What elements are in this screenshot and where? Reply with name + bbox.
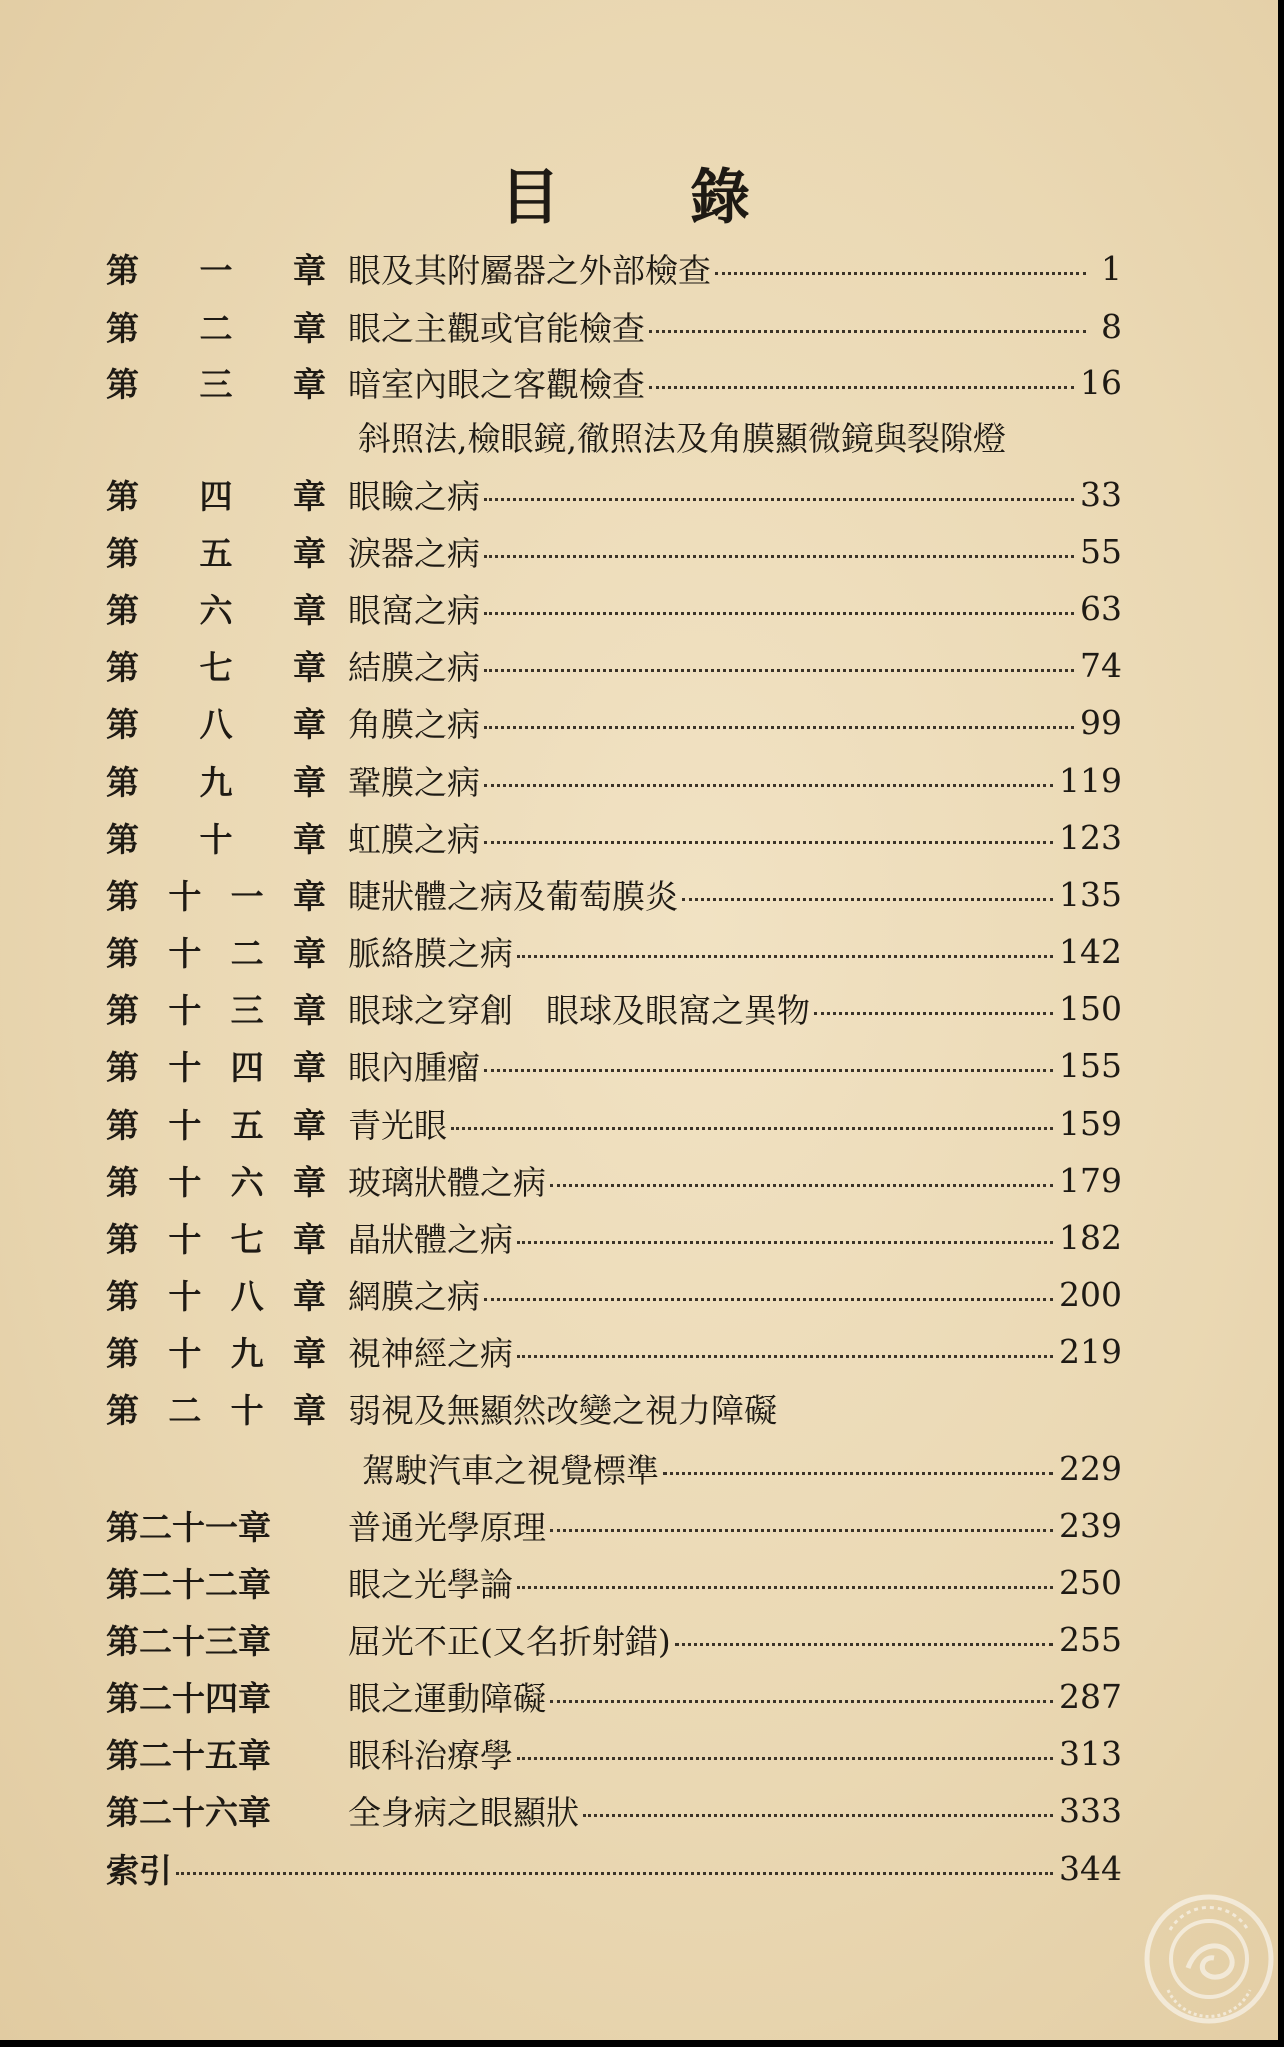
entry-title: 暗室內眼之客觀檢查 <box>348 364 645 404</box>
entry-title: 玻璃狀體之病 <box>348 1162 546 1202</box>
chapter-label <box>106 1730 326 1777</box>
chapter-char: 第 <box>106 762 139 802</box>
entry-page: 55 <box>1080 531 1122 571</box>
chapter-label <box>106 757 326 804</box>
entry-title: 全身病之眼顯狀 <box>348 1792 579 1832</box>
entry-title: 視神經之病 <box>348 1333 513 1373</box>
entry-title: 駕駛汽車之視覺標準 <box>362 1450 659 1490</box>
chapter-char: 八 <box>199 704 233 744</box>
chapter-char: 章 <box>292 876 326 916</box>
entry-title: 眼瞼之病 <box>348 476 480 516</box>
entry-title: 網膜之病 <box>348 1276 480 1316</box>
entry-page: 182 <box>1059 1217 1122 1257</box>
entry-title: 眼之運動障礙 <box>348 1678 546 1718</box>
chapter-char: 十 <box>168 876 202 916</box>
entry-title: 眼科治療學 <box>348 1735 513 1775</box>
chapter-label <box>106 1385 326 1432</box>
dot-leader <box>484 1069 1053 1072</box>
chapter-char: 十 <box>168 1333 202 1373</box>
dot-leader <box>663 1472 1053 1475</box>
chapter-char: 章 <box>293 250 326 290</box>
chapter-char: 八 <box>230 1276 264 1316</box>
chapter-char: 第 <box>106 308 139 348</box>
entry-page: 159 <box>1059 1103 1122 1143</box>
entry-title: 普通光學原理 <box>348 1507 546 1547</box>
dot-leader <box>550 1700 1053 1703</box>
entry-page: 119 <box>1059 760 1122 800</box>
chapter-label <box>106 1100 326 1147</box>
chapter-char: 十 <box>168 1105 202 1145</box>
chapter-char: 第 <box>106 990 139 1030</box>
entry-title: 虹膜之病 <box>348 819 480 859</box>
chapter-20-subentry <box>362 1444 1122 1492</box>
entry-page: 63 <box>1080 588 1122 628</box>
entry-page: 123 <box>1059 817 1122 857</box>
dot-leader <box>814 1012 1053 1015</box>
toc-entry <box>106 1384 1122 1432</box>
toc-entry <box>106 756 1122 804</box>
chapter-char: 章 <box>292 1333 326 1373</box>
toc-entry <box>106 302 1122 350</box>
dot-leader <box>649 386 1074 389</box>
chapter-char: 三 <box>230 990 264 1030</box>
chapter-char: 二 <box>199 308 233 348</box>
dot-leader <box>484 841 1053 844</box>
toc-entry <box>106 813 1122 861</box>
chapter-char: 第二十二章 <box>106 1564 271 1604</box>
chapter-char: 第 <box>106 876 139 916</box>
entry-page: 255 <box>1059 1619 1122 1659</box>
chapter-char: 十 <box>168 1047 202 1087</box>
chapter-char: 索引 <box>106 1850 172 1890</box>
chapter-label <box>106 1157 326 1204</box>
entry-title: 結膜之病 <box>348 647 480 687</box>
toc-entry <box>106 1213 1122 1261</box>
chapter-char: 章 <box>293 762 326 802</box>
chapter-char: 章 <box>293 590 326 630</box>
chapter-label <box>106 928 326 975</box>
chapter-char: 第二十六章 <box>106 1792 271 1832</box>
chapter-label <box>106 359 326 406</box>
chapter-label <box>106 471 326 518</box>
chapter-char: 第 <box>106 704 139 744</box>
chapter-label <box>106 1673 326 1720</box>
chapter-label <box>106 871 326 918</box>
entry-page: 142 <box>1059 931 1122 971</box>
chapter-char: 四 <box>230 1047 264 1087</box>
chapter-label <box>106 585 326 632</box>
dot-leader <box>517 1241 1053 1244</box>
chapter-char: 章 <box>293 364 326 404</box>
chapter-char: 章 <box>293 819 326 859</box>
entry-page: 155 <box>1059 1045 1122 1085</box>
chapter-char: 十 <box>168 1276 202 1316</box>
toc-entry <box>106 1615 1122 1663</box>
chapter-char: 章 <box>292 1390 326 1430</box>
toc-entry <box>106 1501 1122 1549</box>
entry-page: 313 <box>1059 1733 1122 1773</box>
chapter-char: 第 <box>106 1333 139 1373</box>
chapter-char: 第 <box>106 647 139 687</box>
title-char-1: 目 <box>500 163 560 233</box>
chapter-char: 第 <box>106 533 139 573</box>
chapter-char: 章 <box>292 1162 326 1202</box>
chapter-char: 第 <box>106 819 139 859</box>
chapter-char: 第 <box>106 1219 139 1259</box>
chapter-char: 章 <box>292 1276 326 1316</box>
chapter-char: 七 <box>199 647 233 687</box>
dot-leader <box>675 1643 1053 1646</box>
chapter-char: 第 <box>106 364 139 404</box>
dot-leader <box>451 1127 1053 1130</box>
chapter-char: 第 <box>106 1390 139 1430</box>
chapter-label <box>106 1042 326 1089</box>
entry-title: 睫狀體之病及葡萄膜炎 <box>348 876 678 916</box>
dot-leader <box>484 726 1074 729</box>
chapter-char: 十 <box>168 1219 202 1259</box>
entry-title: 青光眼 <box>348 1105 447 1145</box>
chapter-char: 三 <box>199 364 233 404</box>
toc-entry <box>106 527 1122 575</box>
chapter-char: 第 <box>106 476 139 516</box>
toc-entry <box>106 1327 1122 1375</box>
toc-entry <box>106 984 1122 1032</box>
chapter-label <box>106 1787 326 1834</box>
toc-entry <box>106 641 1122 689</box>
toc-entry <box>106 358 1122 406</box>
toc-entry <box>106 870 1122 918</box>
chapter-char: 第二十一章 <box>106 1507 271 1547</box>
toc-entry <box>106 1041 1122 1089</box>
dot-leader <box>517 955 1053 958</box>
chapter-label <box>106 1845 172 1892</box>
entry-title: 淚器之病 <box>348 533 480 573</box>
dot-leader <box>484 669 1074 672</box>
toc-entry <box>106 1156 1122 1204</box>
chapter-char: 十 <box>199 819 233 859</box>
chapter-char: 十 <box>168 1162 202 1202</box>
toc-entry <box>106 470 1122 518</box>
toc-entry <box>106 698 1122 746</box>
chapter-char: 七 <box>230 1219 264 1259</box>
entry-page: 8 <box>1101 306 1122 346</box>
chapter-char: 章 <box>292 933 326 973</box>
dot-leader <box>484 612 1074 615</box>
chapter-label <box>106 1616 326 1663</box>
dot-leader <box>176 1872 1053 1875</box>
chapter-label <box>106 1502 326 1549</box>
chapter-char: 六 <box>199 590 233 630</box>
chapter-char: 五 <box>230 1105 264 1145</box>
entry-page: 33 <box>1080 474 1122 514</box>
entry-title: 眼及其附屬器之外部檢查 <box>348 250 711 290</box>
chapter-label <box>106 245 326 292</box>
chapter-char: 章 <box>292 1105 326 1145</box>
entry-title: 脈絡膜之病 <box>348 933 513 973</box>
entry-page: 250 <box>1059 1562 1122 1602</box>
entry-title: 晶狀體之病 <box>348 1219 513 1259</box>
toc-entry <box>106 244 1122 292</box>
chapter-char: 十 <box>230 1390 264 1430</box>
chapter-char: 第 <box>106 1162 139 1202</box>
entry-page: 344 <box>1059 1848 1122 1888</box>
chapter-char: 十 <box>168 933 202 973</box>
chapter-char: 章 <box>292 990 326 1030</box>
chapter-char: 第 <box>106 933 139 973</box>
chapter-label <box>106 1271 326 1318</box>
entry-title: 眼內腫瘤 <box>348 1047 480 1087</box>
entry-title: 鞏膜之病 <box>348 762 480 802</box>
chapter-label <box>106 1214 326 1261</box>
chapter-label <box>106 814 326 861</box>
dot-leader <box>583 1814 1053 1817</box>
chapter-char: 章 <box>293 476 326 516</box>
entry-page: 229 <box>1059 1448 1122 1488</box>
dot-leader <box>484 555 1074 558</box>
chapter-char: 第 <box>106 1276 139 1316</box>
toc-entry <box>106 1844 1122 1892</box>
entry-title: 眼窩之病 <box>348 590 480 630</box>
chapter-char: 章 <box>292 1219 326 1259</box>
toc-entry <box>106 1786 1122 1834</box>
entry-page: 239 <box>1059 1505 1122 1545</box>
chapter-char: 九 <box>199 762 233 802</box>
museum-seal-logo <box>1140 1890 1278 2028</box>
dot-leader <box>682 898 1053 901</box>
chapter-char: 第 <box>106 250 139 290</box>
dot-leader <box>484 498 1074 501</box>
entry-page: 333 <box>1059 1790 1122 1830</box>
toc-entry <box>106 1558 1122 1606</box>
entry-page: 16 <box>1080 362 1122 402</box>
chapter-label <box>106 528 326 575</box>
dot-leader <box>484 784 1053 787</box>
entry-title: 眼之主觀或官能檢查 <box>348 308 645 348</box>
dot-leader <box>517 1586 1053 1589</box>
chapter-char: 二 <box>168 1390 202 1430</box>
chapter-char: 一 <box>199 250 233 290</box>
entry-page: 1 <box>1101 248 1122 288</box>
toc-entry <box>106 1270 1122 1318</box>
dot-leader <box>649 330 1086 333</box>
chapter-char: 第二十五章 <box>106 1735 271 1775</box>
chapter-char: 章 <box>293 704 326 744</box>
chapter-char: 第二十三章 <box>106 1621 271 1661</box>
toc-entry <box>106 1729 1122 1777</box>
dot-leader <box>550 1529 1053 1532</box>
toc-entry <box>106 1099 1122 1147</box>
dot-leader <box>517 1355 1053 1358</box>
dot-leader <box>715 272 1086 275</box>
entry-page: 200 <box>1059 1274 1122 1314</box>
entry-title: 眼之光學論 <box>348 1564 513 1604</box>
chapter-char: 一 <box>230 876 264 916</box>
dot-leader <box>550 1184 1053 1187</box>
chapter-char: 章 <box>293 308 326 348</box>
entry-title: 屈光不正(又名折射錯) <box>348 1621 671 1661</box>
entry-title: 角膜之病 <box>348 704 480 744</box>
chapter-label <box>106 1328 326 1375</box>
chapter-char: 四 <box>199 476 233 516</box>
entry-page: 219 <box>1059 1331 1122 1371</box>
chapter-char: 第 <box>106 1047 139 1087</box>
entry-page: 179 <box>1059 1160 1122 1200</box>
dot-leader <box>517 1757 1053 1760</box>
entry-title: 弱視及無顯然改變之視力障礙 <box>348 1390 777 1430</box>
entry-page: 74 <box>1080 645 1122 685</box>
dot-leader <box>484 1298 1053 1301</box>
entry-title: 眼球之穿創 眼球及眼窩之異物 <box>348 990 810 1030</box>
entry-page: 99 <box>1080 702 1122 742</box>
chapter-char: 章 <box>293 647 326 687</box>
entry-page: 135 <box>1059 874 1122 914</box>
entry-page: 287 <box>1059 1676 1122 1716</box>
toc-entry <box>106 584 1122 632</box>
chapter-char: 第 <box>106 1105 139 1145</box>
chapter-char: 章 <box>292 1047 326 1087</box>
toc-entry <box>106 1672 1122 1720</box>
chapter-char: 十 <box>168 990 202 1030</box>
chapter-char: 章 <box>293 533 326 573</box>
chapter-3-subtopics: 斜照法,檢眼鏡,徹照法及角膜顯微鏡與裂隙燈 <box>358 419 1006 458</box>
toc-entry <box>106 927 1122 975</box>
chapter-char: 二 <box>230 933 264 973</box>
chapter-label <box>106 985 326 1032</box>
chapter-char: 第 <box>106 590 139 630</box>
title-char-2: 錄 <box>690 163 750 233</box>
chapter-char: 六 <box>230 1162 264 1202</box>
chapter-char: 第二十四章 <box>106 1678 271 1718</box>
chapter-char: 五 <box>199 533 233 573</box>
chapter-char: 九 <box>230 1333 264 1373</box>
chapter-label <box>106 303 326 350</box>
entry-page: 150 <box>1059 988 1122 1028</box>
chapter-label <box>106 642 326 689</box>
chapter-label <box>106 1559 326 1606</box>
chapter-label <box>106 699 326 746</box>
